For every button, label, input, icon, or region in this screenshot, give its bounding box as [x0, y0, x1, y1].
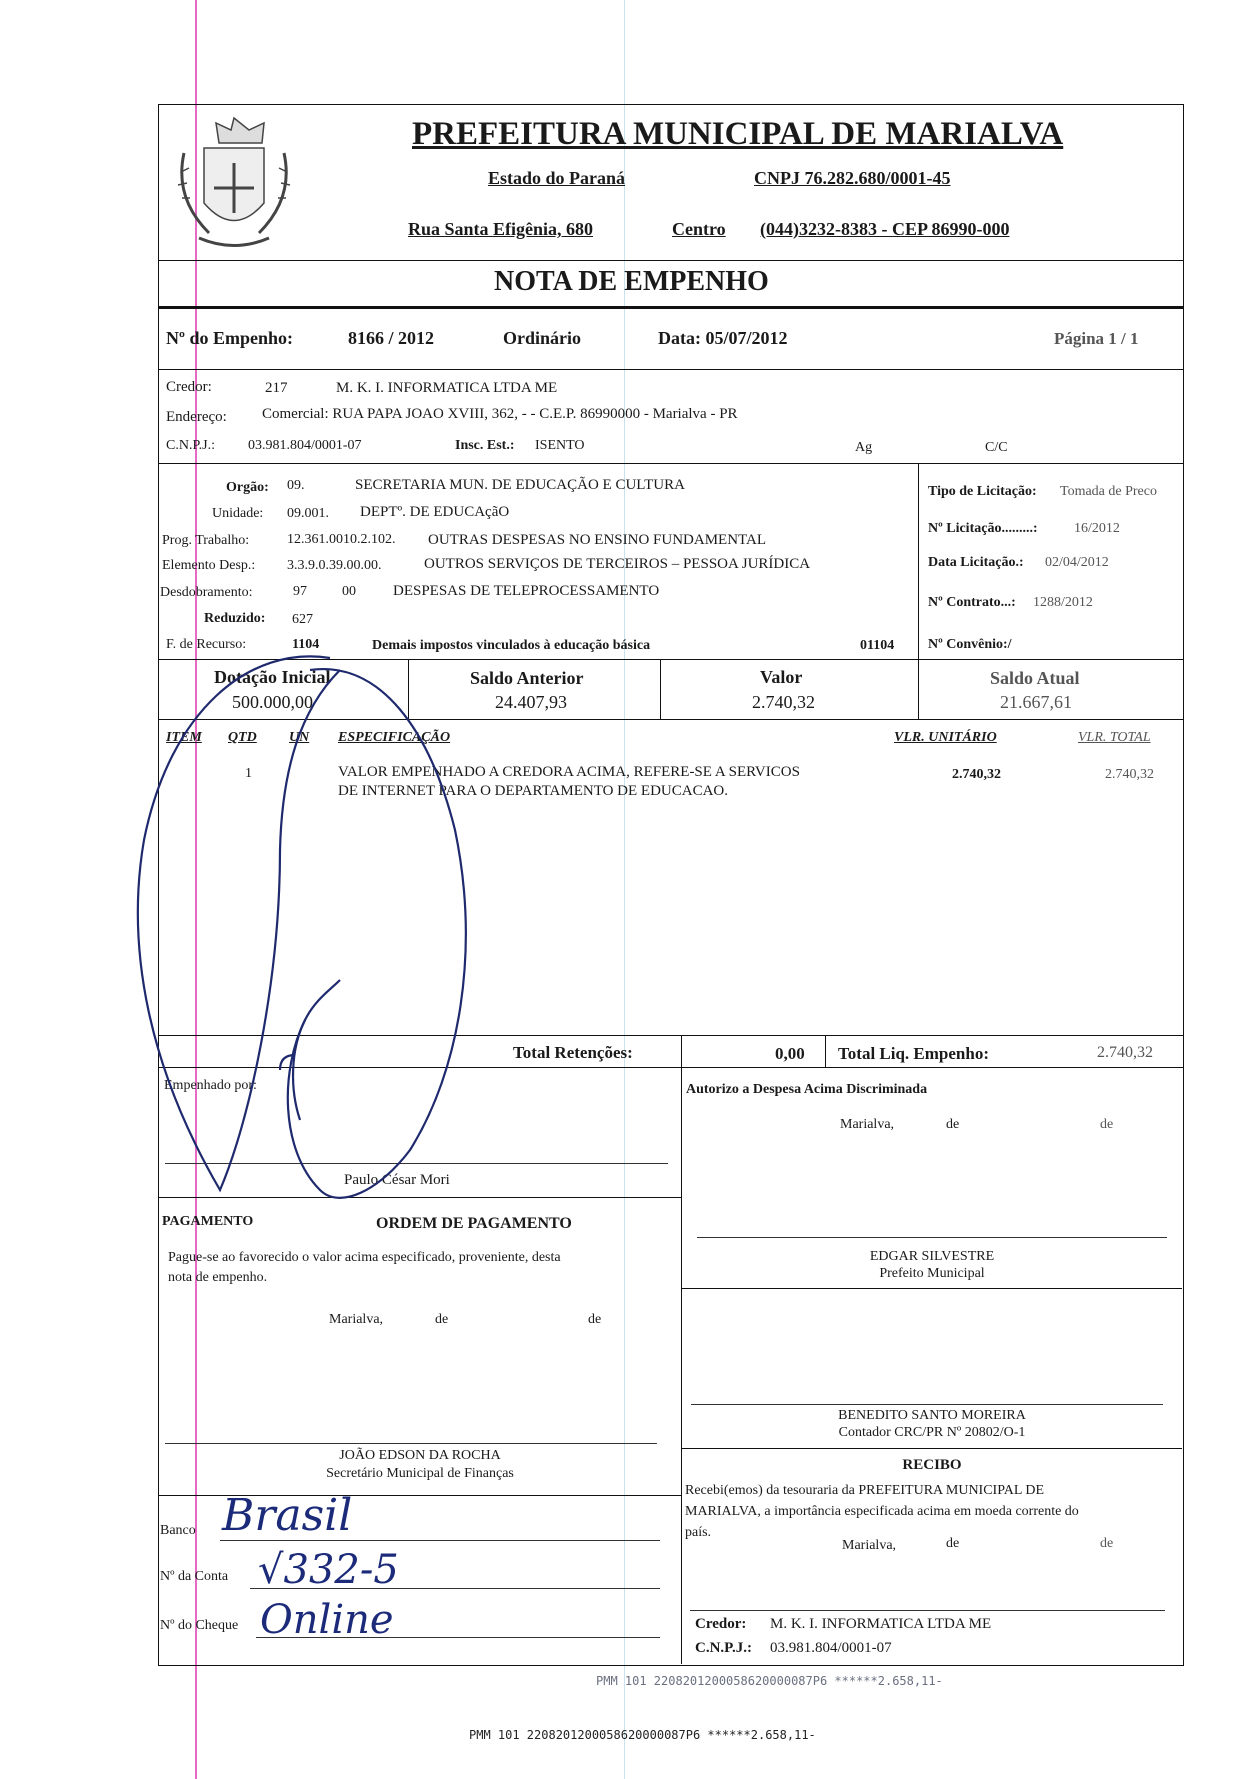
divider: [681, 1035, 682, 1067]
ag: Ag: [855, 440, 873, 455]
recibo-texto-3: país.: [685, 1525, 712, 1540]
contador-cargo: Contador CRC/PR Nº 20802/O-1: [838, 1425, 1026, 1440]
elem-cod: 3.3.9.0.39.00.00.: [287, 558, 382, 573]
saldo-anterior-label: Saldo Anterior: [470, 668, 584, 688]
prefeito-nome: EDGAR SILVESTRE: [869, 1249, 995, 1264]
prog-label: Prog. Trabalho:: [162, 533, 250, 548]
data-licitacao-label: Data Licitação.:: [928, 555, 1024, 570]
item-vlr-unitario: 2.740,32: [952, 767, 1001, 782]
empenhado-nome: Paulo César Mori: [344, 1172, 450, 1188]
recibo-texto-1: Recebi(emos) da tesouraria da PREFEITURA MUNICIPAL DE: [685, 1483, 1045, 1498]
secretario-cargo: Secretário Municipal de Finanças: [326, 1466, 514, 1481]
item-qtd: 1: [245, 766, 252, 781]
contrato-label: Nº Contrato...:: [928, 595, 1016, 610]
doc-title: NOTA DE EMPENHO: [494, 266, 769, 297]
prefeito-cargo: Prefeito Municipal: [879, 1266, 985, 1281]
empenho-label: Nº do Empenho:: [166, 328, 293, 348]
reduzido-label: Reduzido:: [204, 611, 266, 626]
desd-b: 00: [342, 584, 356, 599]
cnpj-label: C.N.P.J.:: [166, 438, 216, 453]
empenho-numero: 8166 / 2012: [348, 328, 435, 348]
signature-line: [697, 1237, 1167, 1238]
conta-label: Nº da Conta: [160, 1569, 229, 1584]
total-retencoes: 0,00: [775, 1044, 805, 1063]
divider: [918, 463, 919, 719]
total-retencoes-label: Total Retenções:: [513, 1043, 633, 1062]
recibo-de-2: de: [1100, 1536, 1114, 1551]
recibo-credor-label: Credor:: [695, 1616, 747, 1632]
valor: 2.740,32: [752, 692, 815, 712]
col-vlr-total: VLR. TOTAL: [1078, 730, 1151, 745]
conta-line: [250, 1588, 660, 1589]
orgao: SECRETARIA MUN. DE EDUCAÇÃO E CULTURA: [355, 477, 685, 493]
divider: [158, 369, 1183, 370]
recurso-cod: 1104: [292, 637, 320, 652]
recurso: Demais impostos vinculados à educação básica: [372, 638, 651, 653]
item-desc-2: DE INTERNET PARA O DEPARTAMENTO DE EDUCACAO.: [338, 783, 729, 799]
num-licitacao: 16/2012: [1074, 521, 1120, 536]
unidade: DEPTº. DE EDUCAçãO: [360, 504, 510, 520]
total-liq: 2.740,32: [1097, 1044, 1153, 1061]
recibo-marialva: Marialva,: [842, 1538, 897, 1553]
recurso-num: 01104: [860, 638, 895, 653]
tipo-licitacao: Tomada de Preco: [1060, 484, 1157, 499]
contador-nome: BENEDITO SANTO MOREIRA: [838, 1408, 1026, 1423]
recibo-de: de: [946, 1536, 960, 1551]
pagamento-de: de: [435, 1312, 449, 1327]
pagamento-de-2: de: [588, 1312, 602, 1327]
credor-nome: M. K. I. INFORMATICA LTDA ME: [336, 380, 558, 396]
insc-label: Insc. Est.:: [455, 438, 515, 453]
endereco: Comercial: RUA PAPA JOAO XVIII, 362, - - C.E.P. 86990000 - Marialva - PR: [262, 406, 738, 422]
contrato: 1288/2012: [1033, 595, 1093, 610]
empenho-data: Data: 05/07/2012: [658, 328, 788, 348]
pagamento-texto-1: Pague-se ao favorecido o valor acima especificado, proveniente, desta: [168, 1250, 561, 1265]
pagamento-marialva: Marialva,: [329, 1312, 384, 1327]
orgao-label: Orgão:: [226, 480, 269, 495]
tipo-licitacao-label: Tipo de Licitação:: [928, 484, 1037, 499]
rua: Rua Santa Efigênia, 680: [408, 219, 594, 239]
elem: OUTROS SERVIÇOS DE TERCEIROS – PESSOA JURÍDICA: [424, 556, 811, 572]
cheque-line: [256, 1637, 660, 1638]
credor-cnpj: 03.981.804/0001-07: [248, 438, 362, 453]
recibo-cnpj-label: C.N.P.J.:: [695, 1640, 752, 1656]
desd-a: 97: [293, 584, 307, 599]
cheque-handwritten: Online: [260, 1597, 394, 1643]
cc: C/C: [985, 440, 1008, 455]
credor-codigo: 217: [265, 380, 288, 396]
convenio-label: Nº Convênio:/: [928, 637, 1012, 652]
autorizo-marialva: Marialva,: [840, 1117, 895, 1132]
coat-of-arms: [164, 108, 304, 258]
handwritten-signature: [130, 650, 480, 1210]
stamp-line-2: PMM 101 2208201200058620000087P6 ******2.658,11-: [469, 1728, 816, 1742]
recibo-texto-2: MARIALVA, a importância especificada acima em moeda corrente do: [685, 1504, 1079, 1519]
elem-label: Elemento Desp.:: [162, 558, 256, 573]
banco-line: [220, 1540, 660, 1541]
empenhado-label: Empenhado por:: [164, 1078, 257, 1093]
fone-cep: (044)3232-8383 - CEP 86990-000: [760, 219, 1010, 239]
total-liq-label: Total Liq. Empenho:: [838, 1044, 989, 1063]
divider: [158, 306, 1183, 309]
recibo-credor: M. K. I. INFORMATICA LTDA ME: [770, 1616, 992, 1632]
insc: ISENTO: [535, 438, 585, 453]
pagamento-texto-2: nota de empenho.: [168, 1270, 268, 1285]
credor-label: Credor:: [166, 379, 212, 395]
page-title: PREFEITURA MUNICIPAL DE MARIALVA: [412, 116, 1064, 152]
desd-label: Desdobramento:: [160, 585, 253, 600]
divider: [681, 1067, 682, 1664]
empenho-pagina: Página 1 / 1: [1054, 329, 1139, 348]
cheque-label: Nº do Cheque: [160, 1618, 239, 1633]
divider: [681, 1448, 1182, 1449]
dotacao-inicial-label: Dotação Inicial: [214, 667, 331, 687]
secretario-nome: JOÃO EDSON DA ROCHA: [339, 1448, 501, 1463]
recibo-title: RECIBO: [902, 1457, 962, 1473]
dotacao-inicial: 500.000,00: [232, 692, 313, 712]
col-qtd: QTD: [228, 730, 257, 745]
col-un: UN: [289, 730, 310, 745]
centro: Centro: [672, 219, 726, 239]
empenho-tipo: Ordinário: [503, 328, 582, 348]
unidade-cod: 09.001.: [287, 506, 329, 521]
signature-line: [690, 1610, 1165, 1611]
col-vlr-unitario: VLR. UNITÁRIO: [894, 730, 997, 745]
divider: [660, 659, 661, 719]
divider: [158, 463, 1183, 464]
valor-label: Valor: [760, 667, 803, 687]
cnpj: CNPJ 76.282.680/0001-45: [754, 168, 951, 188]
col-item: ITEM: [166, 730, 202, 745]
orgao-cod: 09.: [287, 478, 305, 493]
col-especificacao: ESPECIFICAÇÃO: [338, 730, 451, 745]
autorizo-de-2: de: [1100, 1117, 1114, 1132]
endereco-label: Endereço:: [166, 409, 227, 425]
stamp-line-1: PMM 101 2208201200058620000087P6 ******2.658,11-: [596, 1674, 943, 1688]
pagamento-label: PAGAMENTO: [162, 1214, 254, 1229]
divider: [681, 1288, 1182, 1289]
autorizo: Autorizo a Despesa Acima Discriminada: [686, 1082, 928, 1097]
divider: [825, 1035, 826, 1067]
saldo-anterior: 24.407,93: [495, 692, 567, 712]
saldo-atual-label: Saldo Atual: [990, 668, 1080, 688]
signature-line: [165, 1443, 657, 1444]
ordem-pagamento: ORDEM DE PAGAMENTO: [376, 1215, 572, 1232]
item-desc-1: VALOR EMPENHADO A CREDORA ACIMA, REFERE-SE A SERVICOS: [338, 764, 800, 780]
desd: DESPESAS DE TELEPROCESSAMENTO: [393, 583, 660, 599]
estado: Estado do Paraná: [488, 168, 626, 188]
divider: [158, 260, 1183, 261]
banco-handwritten: Brasil: [222, 1490, 353, 1541]
signature-line: [691, 1404, 1163, 1405]
item-vlr-total: 2.740,32: [1105, 767, 1154, 782]
num-licitacao-label: Nº Licitação.........:: [928, 521, 1038, 536]
unidade-label: Unidade:: [212, 506, 264, 521]
data-licitacao: 02/04/2012: [1045, 555, 1109, 570]
conta-handwritten: √332-5: [258, 1547, 399, 1593]
prog: OUTRAS DESPESAS NO ENSINO FUNDAMENTAL: [428, 532, 766, 548]
autorizo-de: de: [946, 1117, 960, 1132]
recibo-cnpj: 03.981.804/0001-07: [770, 1640, 892, 1656]
prog-cod: 12.361.0010.2.102.: [287, 532, 396, 547]
saldo-atual: 21.667,61: [1000, 692, 1072, 712]
banco-label: Banco: [160, 1523, 196, 1538]
reduzido: 627: [292, 612, 313, 627]
recurso-label: F. de Recurso:: [166, 637, 247, 652]
